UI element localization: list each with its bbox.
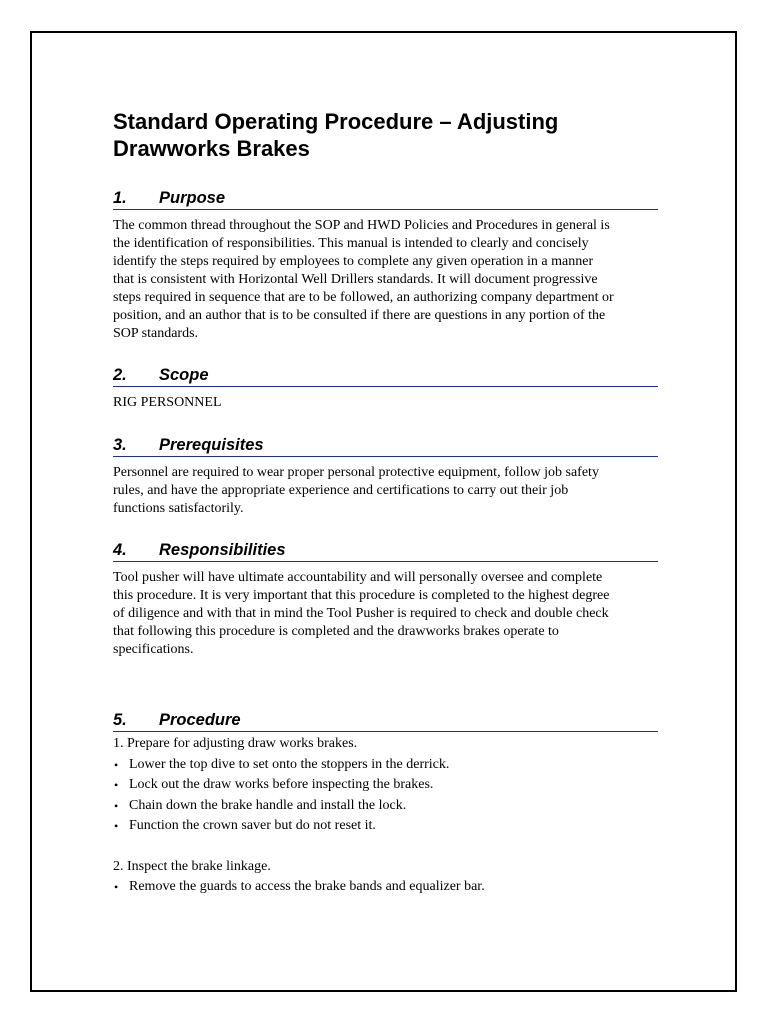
- title-line-1: Standard Operating Procedure – Adjusting: [113, 109, 559, 134]
- text-line: Personnel are required to wear proper personal protective equipment, follow job safety: [113, 465, 599, 480]
- section-label: Purpose: [159, 189, 226, 207]
- bullet-text: Chain down the brake handle and install the lock.: [129, 797, 407, 813]
- text-line: RIG PERSONNEL: [113, 395, 222, 410]
- text-line: that is consistent with Horizontal Well Drillers standards. It will document progressive: [113, 272, 598, 287]
- bullet-item: [113, 755, 658, 776]
- text-line: that following this procedure is completed and the drawworks brakes operate to: [113, 624, 559, 639]
- procedure-step: [113, 857, 658, 898]
- text-line: identify the steps required by employees to complete any given operation in a manner: [113, 254, 594, 269]
- text-line: this procedure. It is very important that this procedure is completed to the highest degree: [113, 588, 610, 603]
- section-heading: [113, 710, 658, 732]
- bullet-text: Lower the top dive to set onto the stoppers in the derrick.: [129, 756, 450, 772]
- bullet-item: [113, 816, 658, 837]
- bullet-icon: •: [114, 798, 119, 813]
- bullet-icon: •: [114, 819, 119, 833]
- section-heading: [113, 435, 658, 457]
- text-line: functions satisfactorily.: [113, 501, 244, 516]
- section-number: 3.: [113, 436, 127, 454]
- title-line-2: Drawworks Brakes: [113, 136, 310, 161]
- section-number: 5.: [113, 711, 127, 729]
- bullet-item: [113, 877, 658, 898]
- step-title: 1. Prepare for adjusting draw works brakes.: [113, 736, 358, 751]
- section-number: 4.: [113, 541, 127, 559]
- step-title: 2. Inspect the brake linkage.: [113, 858, 271, 874]
- section-purpose: [113, 188, 658, 343]
- text-line: steps required in sequence that are to be followed, an authorizing company department or: [113, 290, 614, 305]
- section-number: 2.: [113, 366, 127, 384]
- text-line: The common thread throughout the SOP and HWD Policies and Procedures in general is: [113, 218, 610, 233]
- section-label: Prerequisites: [159, 436, 264, 454]
- text-line: specifications.: [113, 642, 194, 657]
- section-responsibilities: [113, 540, 658, 659]
- section-label: Scope: [159, 366, 209, 384]
- bullet-text: Function the crown saver but do not reset it.: [129, 818, 376, 833]
- text-line: of diligence and with that in mind the Tool Pusher is required to check and double check: [113, 606, 609, 621]
- document-content: [113, 108, 658, 898]
- procedure-step: [113, 734, 658, 837]
- bullet-item: [113, 796, 658, 817]
- section-heading: [113, 365, 658, 387]
- text-line: Tool pusher will have ultimate accountability and will personally oversee and complete: [113, 570, 603, 585]
- section-number: 1.: [113, 189, 127, 207]
- section-prerequisites: [113, 435, 658, 518]
- text-line: rules, and have the appropriate experience and certifications to carry out their job: [113, 483, 569, 498]
- section-procedure: [113, 710, 658, 898]
- bullet-text: Lock out the draw works before inspecting the brakes.: [129, 777, 434, 792]
- bullet-text: Remove the guards to access the brake bands and equalizer bar.: [129, 879, 485, 894]
- bullet-icon: •: [114, 757, 119, 772]
- section-scope: [113, 365, 658, 412]
- section-label: Responsibilities: [159, 541, 286, 559]
- text-line: the identification of responsibilities. This manual is intended to clearly and concisely: [113, 236, 589, 251]
- section-heading: [113, 188, 658, 210]
- text-line: SOP standards.: [113, 326, 199, 341]
- section-heading: [113, 540, 658, 562]
- bullet-icon: •: [114, 880, 119, 894]
- bullet-icon: •: [114, 778, 119, 792]
- text-line: position, and an author that is to be consulted if there are questions in any portion of the: [113, 308, 606, 323]
- section-label: Procedure: [159, 711, 241, 729]
- document-title: [113, 108, 658, 162]
- bullet-item: [113, 775, 658, 796]
